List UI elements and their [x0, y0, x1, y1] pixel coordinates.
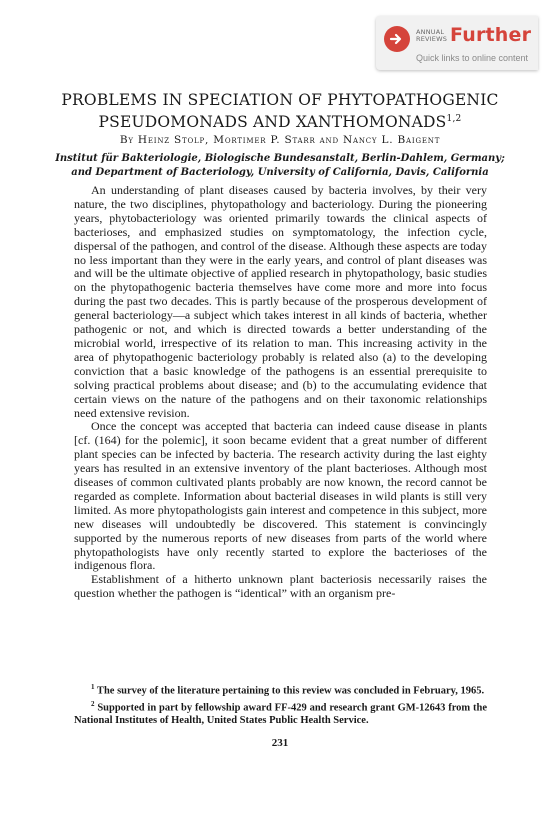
further-word: Further [450, 24, 532, 46]
quick-links-subtitle: Quick links to online content [416, 53, 529, 63]
annual-reviews-logo [416, 29, 447, 43]
page-number: 231 [271, 737, 289, 749]
footnote-1: $^1$ The survey of the literature pertaining to this review was concluded in February, 1965. [91, 683, 485, 697]
affiliation-line-1: Institut für Bakteriologie, Biologische Bundesanstalt, Berlin-Dahlem, Germany; [55, 153, 505, 164]
title-line-1: PROBLEMS IN SPECIATION OF PHYTOPATHOGENIC [61, 91, 499, 109]
annual-reviews-arrow-icon [384, 26, 410, 52]
paragraph-1: An understanding of plant diseases caused by bacteria involves, by their very nature, the two disciplines, phytopathology and bacteriology. During the pioneering years, phytobacteriology was oriented primarily towards the clinical aspects of bacterioses, and emphasized studies on symptomatology, the infection cycle, dispersal of the pathogen, and control of the disease. Although these aspects are today no less important than they were in the early years, and control of plant diseases was and will be the ultimate objective of applied research in phytopathology, basic studies on the phytopathogenic bacteria themselves have come more and more into focus during the past two decades. This is partly because of the prosperous development of general bacteriology—a subject which takes interest in all kinds of bacteria, whether pathogenic or not, and which is directed towards a better understanding of the microbial world, irrespective of its relation to man. This increasing activity in the area of phytopathogenic bacteriology probably is related also (a) to the developing conviction that a basic knowledge of the pathogens is an essential prerequisite to solving practical problems about disease; and (b) to the accumulating evidence that certain views on the nature of the pathogens and on their taxonomic relationships need extensive revision. [74, 183, 487, 420]
paragraph-3: Establishment of a hitherto unknown plant bacteriosis necessarily raises the question whether the pathogen is “identical” with an organism pre- [74, 572, 487, 601]
title-footnote-marks: 1,2 [446, 114, 462, 124]
further-quick-links-badge[interactable] [376, 16, 538, 70]
author-line: By Heinz Stolp, Mortimer P. Starr and Nancy L. Baigent [119, 134, 441, 146]
brand-line-2: REVIEWS [416, 35, 448, 43]
affiliation [40, 152, 520, 180]
title-line-2: PSEUDOMONADS AND XANTHOMONADS$^{1,2}$ [98, 113, 462, 132]
article-title [40, 91, 520, 132]
footnote-2: $^2$ Supported in part by fellowship award FF-429 and research grant GM-12643 from the National Institutes of Health, United States Public Health Service. [74, 699, 487, 726]
paragraph-2: Once the concept was accepted that bacteria can indeed cause disease in plants [cf. (164) for the polemic], it soon became evident that a great number of different plant species can be infected by bacteria. The research activity during the last eighty years has resulted in an extensive inventory of the plant bacterioses. Although most diseases of common cultivated plants probably are now known, the record cannot be regarded as complete. Information about bacterial diseases in wild plants is still very limited. As more phytopathologists gain interest and competence in this subject, more new diseases will undoubtedly be discovered. This statement is convincingly supported by the numerous reports of new diseases from parts of the world where phytopathologists have only recently started to explore the bacterioses of the indigenous flora. [74, 419, 487, 573]
affiliation-line-2: and Department of Bacteriology, University of California, Davis, California [71, 167, 489, 178]
footnotes [74, 681, 487, 727]
brand-line-1: ANNUAL [416, 28, 445, 36]
article-body [74, 184, 487, 601]
